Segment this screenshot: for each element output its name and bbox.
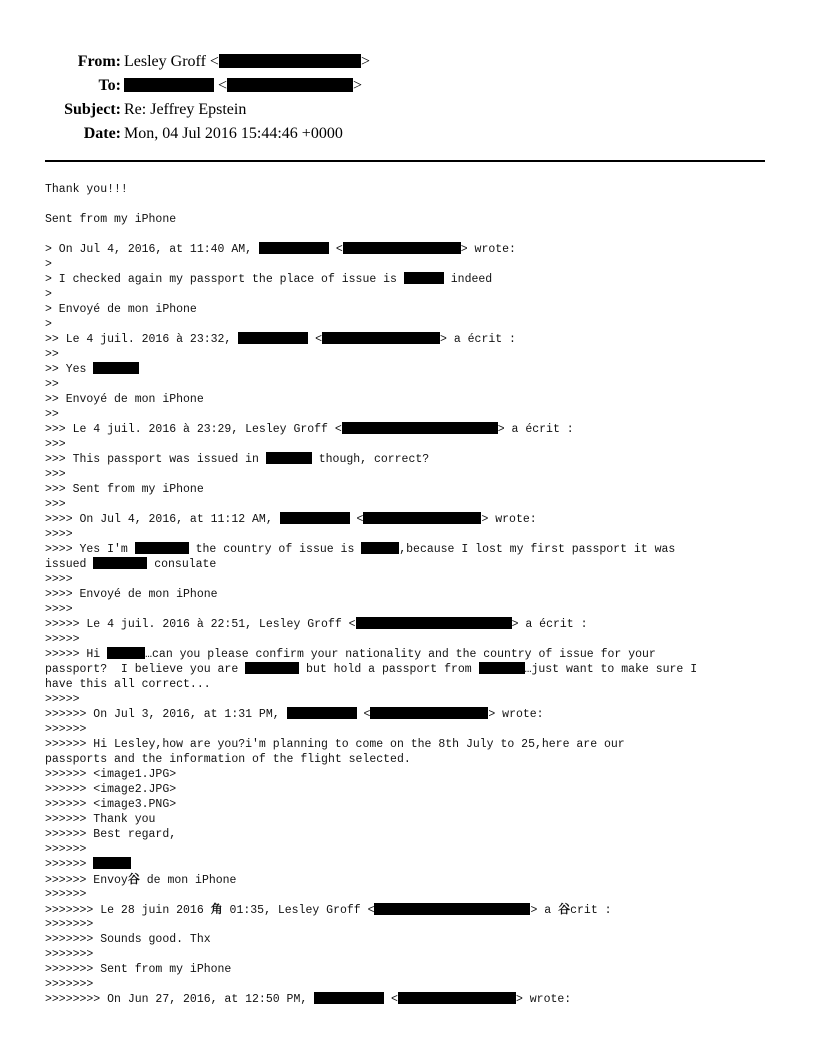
to-label: To:	[98, 77, 121, 94]
quoted-line	[45, 827, 775, 842]
subject-label: Subject:	[64, 101, 121, 118]
from-row	[0, 50, 816, 74]
text: >>	[45, 408, 59, 421]
text: >>>>>> Thank you	[45, 813, 156, 826]
quoted-line	[45, 842, 775, 857]
text: >>	[45, 348, 59, 361]
text: >>>>>>	[45, 888, 87, 901]
redacted-to-email	[227, 78, 353, 92]
quoted-line	[45, 422, 775, 437]
text: >>>>> Hi	[45, 648, 108, 661]
text: >>>>	[45, 573, 73, 586]
text: passport? I believe you are	[45, 663, 246, 676]
quoted-line	[45, 437, 775, 452]
text: >	[45, 258, 52, 271]
to-value: < >	[124, 74, 362, 98]
redacted-email	[322, 332, 440, 344]
text: >>>>>> Best regard,	[45, 828, 177, 841]
text: >>>>>>> Sounds good. Thx	[45, 933, 211, 946]
redacted-place	[93, 557, 147, 569]
redacted-name	[107, 647, 145, 659]
email-body	[45, 182, 775, 1007]
text: issued	[45, 558, 94, 571]
from-name: Lesley Groff	[124, 53, 206, 70]
text: have this all correct...	[45, 678, 211, 691]
attachment-ref: >>>>>> <image3.PNG>	[45, 798, 177, 811]
text: >> Yes	[45, 363, 94, 376]
text: > a écrit :	[497, 423, 574, 436]
text: >>>>>>	[45, 858, 94, 871]
quoted-line	[45, 797, 775, 812]
quoted-line	[45, 857, 775, 872]
text: > Envoyé de mon iPhone	[45, 303, 197, 316]
quoted-line	[45, 602, 775, 617]
text: > a	[530, 904, 559, 917]
redacted-name	[238, 332, 308, 344]
from-label: From:	[77, 53, 121, 70]
text: >	[45, 318, 52, 331]
quoted-line: >> Le 4 juil. 2016 à 23:32, < > a écrit :	[45, 333, 516, 346]
text: > wrote:	[481, 513, 537, 526]
quoted-line: >>>>>> On Jul 3, 2016, at 1:31 PM, < > wrote:	[45, 708, 544, 721]
quoted-line	[45, 662, 775, 677]
date-row	[0, 122, 816, 146]
text: >>>>> Le 4 juil. 2016 à 22:51, Lesley Groff <	[45, 618, 356, 631]
text: >	[45, 288, 52, 301]
redacted-email	[342, 422, 498, 434]
redacted-country	[479, 662, 525, 674]
text: >>>>	[45, 528, 73, 541]
quoted-line	[45, 587, 775, 602]
quoted-line	[45, 872, 775, 887]
text: >>>>>>>	[45, 918, 94, 931]
text: Sent from my iPhone	[45, 213, 177, 226]
quoted-line	[45, 572, 775, 587]
quoted-line	[45, 362, 775, 377]
quoted-line	[45, 677, 775, 692]
redacted-to-name	[124, 78, 214, 92]
from-value: Lesley Groff < >	[124, 53, 370, 70]
text: >>> Sent from my iPhone	[45, 483, 204, 496]
text: >>>>>>> Sent from my iPhone	[45, 963, 232, 976]
quoted-line	[45, 347, 775, 362]
quoted-line	[45, 452, 775, 467]
text: > a écrit :	[511, 618, 588, 631]
text: indeed	[443, 273, 493, 286]
quoted-line: >>>> On Jul 4, 2016, at 11:12 AM, < > wrote:	[45, 513, 537, 526]
redacted-from-email	[219, 54, 361, 68]
text: >>> This passport was issued in	[45, 453, 266, 466]
text: >>>	[45, 468, 66, 481]
text: >>>>>	[45, 693, 80, 706]
text: > wrote:	[460, 243, 516, 256]
quoted-line	[45, 917, 775, 932]
quoted-line: >>>>>>>> On Jun 27, 2016, at 12:50 PM, < > wrote:	[45, 993, 572, 1006]
text: > wrote:	[515, 993, 572, 1006]
quoted-line	[45, 392, 775, 407]
text: 01:35, Lesley Groff <	[222, 904, 375, 917]
subject-row	[0, 98, 816, 122]
text: >> Envoyé de mon iPhone	[45, 393, 204, 406]
body-line	[45, 182, 775, 197]
redacted-name	[259, 242, 329, 254]
text: >>>>>> On Jul 3, 2016, at 1:31 PM,	[45, 708, 287, 721]
quoted-line	[45, 482, 775, 497]
text: …can you please confirm your nationality and the country of issue for your	[145, 648, 656, 661]
garbled-char: 谷	[127, 872, 140, 886]
attachment-ref: >>>>>> <image2.JPG>	[45, 783, 177, 796]
text: >>>> On Jul 4, 2016, at 11:12 AM,	[45, 513, 280, 526]
text: ,because I lost my first passport it was	[399, 543, 676, 556]
quoted-line	[45, 617, 775, 632]
text: >>>	[45, 498, 66, 511]
text: >>>>>>	[45, 843, 87, 856]
quoted-line	[45, 692, 775, 707]
text: consulate	[147, 558, 217, 571]
subject-value: Re: Jeffrey Epstein	[124, 101, 247, 118]
redacted-email	[374, 903, 530, 915]
text: crit :	[570, 904, 612, 917]
redacted-email	[370, 707, 488, 719]
quoted-line	[45, 812, 775, 827]
text: >>> Le 4 juil. 2016 à 23:29, Lesley Groff <	[45, 423, 342, 436]
text: >>>>>	[45, 633, 80, 646]
text: but hold a passport from	[299, 663, 479, 676]
garbled-char: 谷	[558, 902, 571, 916]
body-line	[45, 212, 775, 227]
quoted-line	[45, 977, 775, 992]
text: > On Jul 4, 2016, at 11:40 AM,	[45, 243, 259, 256]
text: >>>	[45, 438, 66, 451]
text: though, correct?	[311, 453, 430, 466]
redacted-nationality	[245, 662, 299, 674]
quoted-line	[45, 737, 775, 752]
header-divider	[45, 160, 765, 162]
text: …just want to make sure I	[524, 663, 698, 676]
quoted-line	[45, 542, 775, 557]
quoted-line	[45, 902, 775, 917]
quoted-line: > On Jul 4, 2016, at 11:40 AM, < > wrote:	[45, 243, 516, 256]
redacted-place	[404, 272, 444, 284]
redacted-name	[287, 707, 357, 719]
quoted-line	[45, 302, 775, 317]
quoted-line	[45, 632, 775, 647]
redacted-email	[398, 992, 516, 1004]
quoted-line	[45, 407, 775, 422]
redacted-country	[266, 452, 312, 464]
text: >>>>>>	[45, 723, 87, 736]
date-label: Date:	[83, 125, 121, 142]
garbled-char: 角	[210, 902, 223, 916]
quoted-line	[45, 497, 775, 512]
redacted-email	[343, 242, 461, 254]
text: Thank you!!!	[45, 183, 128, 196]
quoted-line	[45, 767, 775, 782]
quoted-line	[45, 557, 775, 572]
quoted-line	[45, 257, 775, 272]
quoted-line	[45, 467, 775, 482]
quoted-line	[45, 932, 775, 947]
redacted-name	[280, 512, 350, 524]
quoted-line	[45, 287, 775, 302]
quoted-line	[45, 377, 775, 392]
text: passports and the information of the flight selected.	[45, 753, 411, 766]
to-row	[0, 74, 816, 98]
redacted-name	[314, 992, 384, 1004]
text: the country of issue is	[188, 543, 362, 556]
text: >>>>>>>	[45, 978, 94, 991]
quoted-line	[45, 317, 775, 332]
quoted-line	[45, 752, 775, 767]
quoted-line	[45, 887, 775, 902]
text: >>>>	[45, 603, 73, 616]
text: >>>>>> Hi Lesley,how are you?i'm planning to come on the 8th July to 25,here are our	[45, 738, 625, 751]
redacted-email	[356, 617, 512, 629]
text: >>>>>>>	[45, 948, 94, 961]
redacted-signature	[93, 857, 131, 869]
quoted-line	[45, 647, 775, 662]
text: > I checked again my passport the place of issue is	[45, 273, 404, 286]
text: > wrote:	[488, 708, 544, 721]
quoted-line	[45, 722, 775, 737]
quoted-line	[45, 962, 775, 977]
redacted-email	[363, 512, 481, 524]
redacted-country	[361, 542, 399, 554]
text: >>>>>>>> On Jun 27, 2016, at 12:50 PM,	[45, 993, 315, 1006]
date-value: Mon, 04 Jul 2016 15:44:46 +0000	[124, 125, 343, 142]
text: >>>> Yes I'm	[45, 543, 135, 556]
text: >>>>>> Envoy	[45, 874, 128, 887]
quoted-line	[45, 782, 775, 797]
text: >> Le 4 juil. 2016 à 23:32,	[45, 333, 239, 346]
text: > a écrit :	[440, 333, 516, 346]
redacted-text	[93, 362, 139, 374]
text: >>	[45, 378, 59, 391]
attachment-ref: >>>>>> <image1.JPG>	[45, 768, 177, 781]
text: de mon iPhone	[139, 874, 237, 887]
quoted-line	[45, 272, 775, 287]
text: >>>> Envoyé de mon iPhone	[45, 588, 218, 601]
email-header	[0, 50, 816, 146]
quoted-line	[45, 527, 775, 542]
redacted-nationality	[135, 542, 189, 554]
quoted-line	[45, 947, 775, 962]
text: >>>>>>> Le 28 juin 2016	[45, 904, 211, 917]
